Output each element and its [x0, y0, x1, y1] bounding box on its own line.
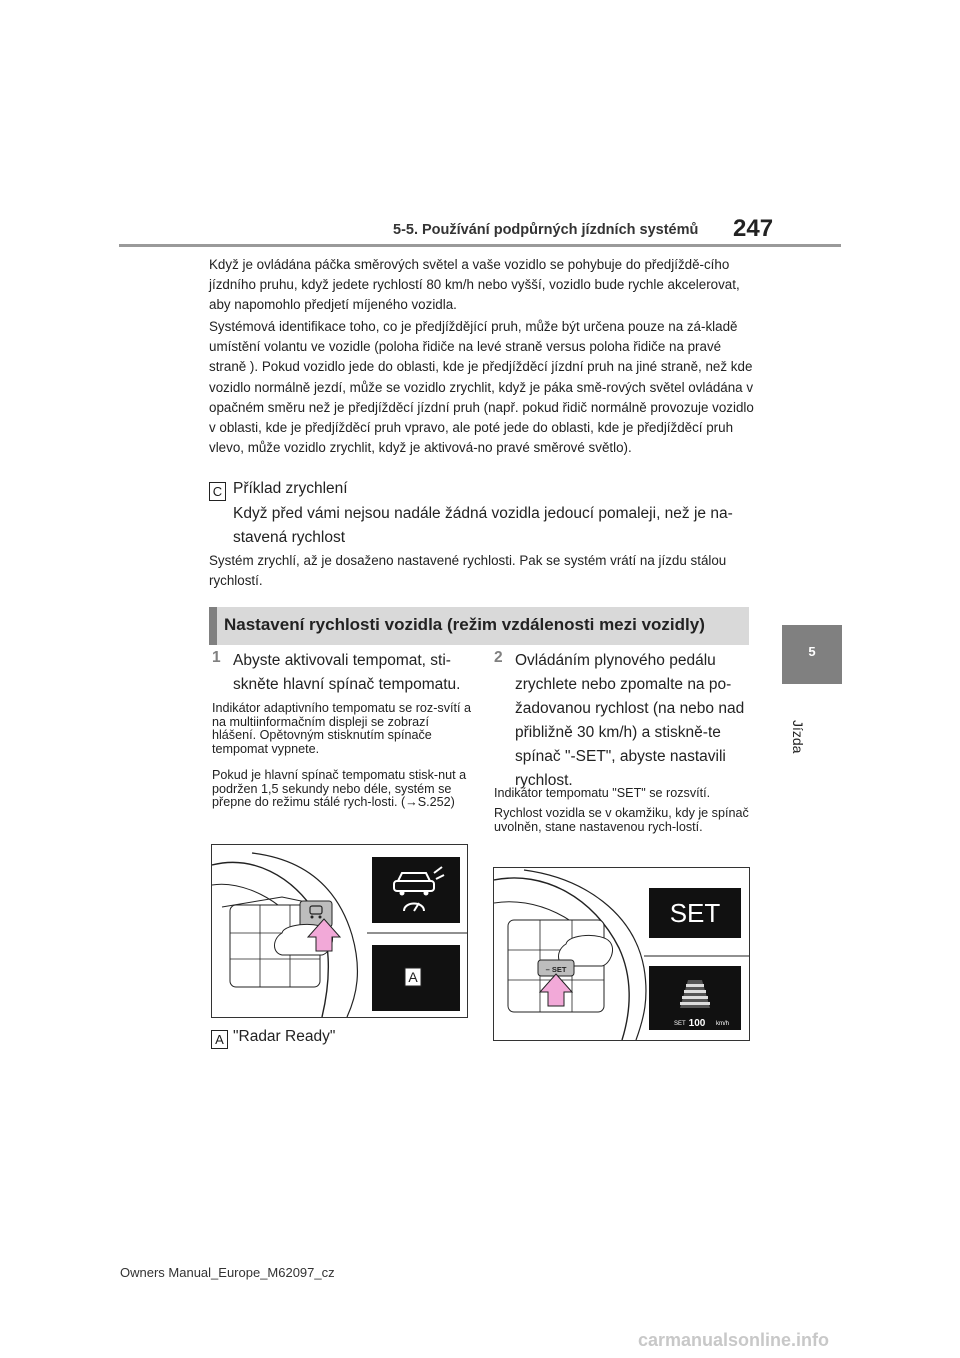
figure-cruise-main-switch: [211, 844, 468, 1018]
set-button-label: – SET: [545, 965, 567, 974]
page-number: 247: [733, 215, 774, 242]
paragraph-lane-identification: Systémová identifikace toho, co je předjíždějící pruh, může být určena pouze na zá-kladě umístění volantu ve vozidle (poloha řidiče na levé straně versus poloha řidiče na pravé straně ). Pokud vozidlo jede do oblasti, kde je předjížděcí jízdní pruh na jiné straně, než kde vozidlo normálně jezdí, může se vozidlo zrychlit, když je páka smě-rových světel ovládána v opačném směru než je předjížděcí jízdní pruh (např. pokud řidič normálně provozuje vozidlo v oblasti, kde je předjížděcí pruh vpravo, ale poté jede do oblasti, kde je předjížděcí pruh vlevo, může vozidlo zrychlit, když je aktivová-no pravé směrové světlo).: [209, 319, 754, 456]
chapter-tab: 5: [782, 625, 842, 684]
step-text: Abyste aktivovali tempomat, sti-skněte hlavní spínač tempomatu.: [233, 652, 461, 693]
display-speed: 100: [688, 1018, 706, 1029]
step-note: Pokud je hlavní spínač tempomatu stisk-nut a podržen 1,5 sekundy nebo déle, systém se přepne do režimu stálé rych-losti. (→S.252): [212, 768, 467, 810]
steering-wheel-illustration: [212, 845, 467, 1017]
example-letter-box: C: [209, 482, 226, 501]
steering-wheel-set-illustration: [494, 868, 749, 1040]
section-heading: Nastavení rychlosti vozidla (režim vzdálenosti mezi vozidly): [224, 615, 705, 634]
step-note: Indikátor tempomatu "SET" se rozsvítí.: [494, 786, 711, 800]
paragraph-overtaking: Když je ovládána páčka směrových světel a vaše vozidlo se pohybuje do předjíždě-cího jízdního pruhu, když jedete rychlostí 80 km/h nebo vyšší, vozidlo bude rychle akcelerovat, aby napomohlo předjetí míjeného vozidla.: [209, 257, 740, 313]
display-speed-unit: km/h: [716, 1021, 730, 1027]
display-set-small: SET: [674, 1021, 686, 1027]
example-title: Příklad zrychlení: [233, 480, 348, 497]
step-number: 2: [494, 649, 503, 666]
watermark: carmanualsonline.info: [638, 1330, 830, 1350]
footer-doc-id: Owners Manual_Europe_M62097_cz: [120, 1265, 335, 1280]
figure-caption: "Radar Ready": [233, 1028, 336, 1045]
step-note: Indikátor adaptivního tempomatu se roz-svítí a na multiinformačním displeji se zobrazí hlášení. Opětovným stisknutím spínače tempomat vypnete.: [212, 701, 472, 756]
example-subtitle: Když před vámi nejsou nadále žádná vozidla jedoucí pomaleji, než je na-stavená rychlost: [233, 505, 733, 546]
display-callout-letter: A: [408, 969, 418, 985]
step-text: Ovládáním plynového pedálu zrychlete nebo zpomalte na po-žadovanou rychlost (na nebo nad přibližně 30 km/h) a stiskně-te spínač "-SET", abyste nastavili rychlost.: [515, 652, 745, 789]
header-rule: [119, 244, 841, 247]
header-section-title: 5-5. Používání podpůrných jízdních systémů: [393, 222, 699, 238]
step-number: 1: [212, 649, 221, 666]
caption-letter-box: A: [211, 1030, 228, 1049]
paragraph-accelerate: Systém zrychlí, až je dosaženo nastavené rychlosti. Pak se systém vrátí na jízdu stálou rychlostí.: [209, 553, 727, 589]
figure-set-switch: [493, 867, 750, 1041]
step-note: Rychlost vozidla se v okamžiku, kdy je spínač uvolněn, stane nastavenou rych-lostí.: [494, 806, 749, 834]
display-set-indicator: SET: [669, 898, 721, 928]
chapter-tab-label: Jízda: [790, 720, 806, 754]
